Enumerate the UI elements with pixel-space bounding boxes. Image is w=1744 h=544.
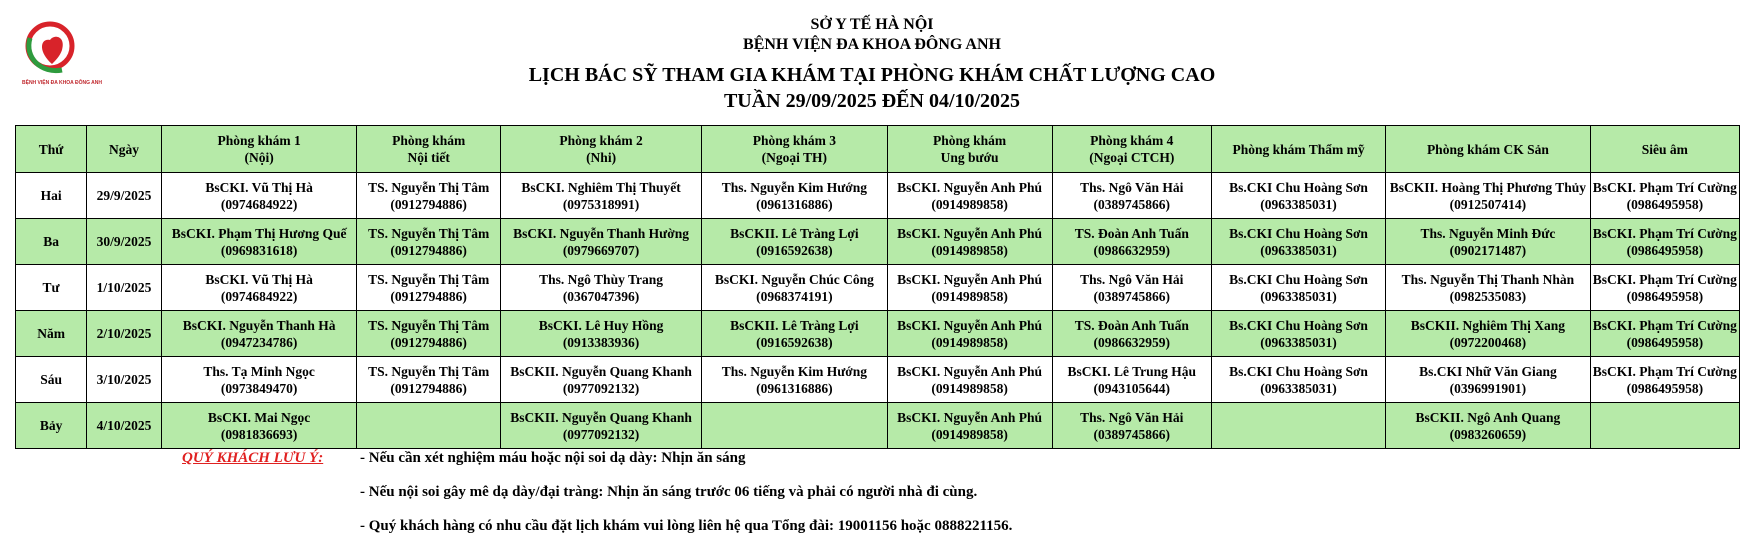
doctor-name: Ths. Ngô Văn Hải <box>1080 271 1184 287</box>
doctor-phone: (0986632959) <box>1093 242 1171 258</box>
column-header-line1: Phòng khám 1 <box>217 133 301 148</box>
doctor-phone: (0912507414) <box>1449 196 1527 212</box>
doctor-cell <box>161 403 357 449</box>
doctor-name: Ths. Nguyễn Kim Hướng <box>721 179 868 195</box>
column-header-line2: (Nội) <box>244 150 274 165</box>
doctor-name: Ths. Nguyễn Minh Đức <box>1420 225 1556 241</box>
column-header-line2: Ung bướu <box>940 150 999 165</box>
doctor-name: BsCKI. Nguyễn Anh Phú <box>897 317 1042 333</box>
doctor-cell <box>161 219 357 265</box>
doctor-cell <box>887 219 1052 265</box>
doctor-name: BsCKI. Nguyễn Thanh Hà <box>182 317 336 333</box>
column-header-line1: Phòng khám Thẩm mỹ <box>1232 141 1365 157</box>
doctor-cell <box>1590 403 1739 449</box>
doctor-cell <box>1590 311 1739 357</box>
doctor-phone: (0986495958) <box>1626 334 1704 350</box>
doctor-phone: (0986632959) <box>1093 334 1171 350</box>
doctor-name: BsCKI. Phạm Thị Hương Quế <box>171 225 347 241</box>
table-row <box>16 311 1740 357</box>
doctor-cell <box>500 173 701 219</box>
doctor-name: BsCKI. Vũ Thị Hà <box>205 271 313 287</box>
doctor-cell <box>500 403 701 449</box>
doctor-phone: (0969831618) <box>220 242 298 258</box>
doctor-phone: (0912794886) <box>390 334 467 350</box>
doctor-cell <box>161 357 357 403</box>
schedule-table <box>15 125 1740 449</box>
doctor-cell <box>702 173 887 219</box>
doctor-name: Bs.CKI Chu Hoàng Sơn <box>1229 317 1368 333</box>
column-header <box>16 126 87 173</box>
column-header-line1: Phòng khám <box>392 133 466 148</box>
doctor-phone: (0914989858) <box>931 380 1008 396</box>
doctor-phone: (0963385031) <box>1260 380 1337 396</box>
doctor-cell <box>500 265 701 311</box>
doctor-name: Ths. Ngô Văn Hải <box>1080 409 1184 425</box>
doctor-name: Ths. Tạ Minh Ngọc <box>203 363 315 379</box>
doctor-name: Bs.CKI Nhữ Văn Giang <box>1419 363 1557 379</box>
doctor-phone: (0914989858) <box>931 242 1008 258</box>
doctor-name: BsCKII. Lê Tràng Lợi <box>730 317 859 333</box>
doctor-name: BsCKI. Phạm Trí Cường <box>1592 271 1737 287</box>
table-row <box>16 357 1740 403</box>
column-header-line2: (Ngoại CTCH) <box>1089 150 1175 165</box>
note-item: - Quý khách hàng có nhu cầu đặt lịch khám vui lòng liên hệ qua Tổng đài: 19001156 hoặc 0888221156. <box>360 518 1013 534</box>
doctor-cell <box>702 265 887 311</box>
doctor-phone: (0914989858) <box>931 334 1008 350</box>
doctor-cell <box>702 311 887 357</box>
doctor-cell <box>357 311 501 357</box>
doctor-name: BsCKI. Phạm Trí Cường <box>1592 225 1737 241</box>
doctor-phone: (0981836693) <box>220 426 298 442</box>
doctor-name: BsCKI. Vũ Thị Hà <box>205 179 313 195</box>
doctor-name: Bs.CKI Chu Hoàng Sơn <box>1229 179 1368 195</box>
doctor-name: Ths. Ngô Thùy Trang <box>539 271 663 287</box>
doctor-name: TS. Nguyễn Thị Tâm <box>368 179 490 195</box>
doctor-cell <box>500 219 701 265</box>
doctor-phone: (0974684922) <box>220 196 298 212</box>
day-cell: Bảy <box>16 403 87 449</box>
doctor-phone: (0975318991) <box>562 196 640 212</box>
doctor-cell <box>1212 357 1386 403</box>
doctor-cell <box>1052 219 1211 265</box>
doctor-name: TS. Nguyễn Thị Tâm <box>368 271 490 287</box>
doctor-name: BsCKI. Nguyễn Anh Phú <box>897 225 1042 241</box>
doctor-phone: (0943105644) <box>1093 380 1171 396</box>
doctor-name: BsCKI. Nguyễn Anh Phú <box>897 363 1042 379</box>
doctor-phone: (0912794886) <box>390 242 467 258</box>
doctor-phone: (0914989858) <box>931 196 1008 212</box>
doctor-cell <box>1212 403 1386 449</box>
doctor-cell <box>702 403 887 449</box>
doctor-cell <box>357 173 501 219</box>
table-body <box>16 173 1740 449</box>
doctor-cell <box>1386 357 1591 403</box>
day-cell: Ba <box>16 219 87 265</box>
doctor-name: BsCKI. Phạm Trí Cường <box>1592 317 1737 333</box>
column-header-line1: Phòng khám 3 <box>752 133 836 148</box>
doctor-cell <box>887 311 1052 357</box>
doctor-name: BsCKI. Lê Trung Hậu <box>1067 363 1197 379</box>
doctor-cell <box>1052 403 1211 449</box>
date-cell: 3/10/2025 <box>87 357 162 403</box>
column-header <box>87 126 162 173</box>
doctor-phone: (0961316886) <box>756 380 833 396</box>
doctor-name: Ths. Nguyễn Thị Thanh Nhàn <box>1401 271 1575 287</box>
doctor-name: BsCKI. Nghiêm Thị Thuyết <box>521 179 681 195</box>
doctor-name: BsCKII. Ngô Anh Quang <box>1415 409 1561 425</box>
doctor-cell <box>887 403 1052 449</box>
column-header <box>1212 126 1386 173</box>
doctor-name: BsCKI. Nguyễn Anh Phú <box>897 271 1042 287</box>
doctor-cell <box>1052 265 1211 311</box>
doctor-cell <box>1590 357 1739 403</box>
doctor-phone: (0979669707) <box>562 242 640 258</box>
doctor-name: TS. Nguyễn Thị Tâm <box>368 363 490 379</box>
column-header <box>357 126 501 173</box>
column-header-line2: (Ngoại TH) <box>761 150 828 165</box>
doctor-name: Bs.CKI Chu Hoàng Sơn <box>1229 225 1368 241</box>
doctor-cell <box>1590 173 1739 219</box>
doctor-phone: (0912794886) <box>390 288 467 304</box>
doctor-cell <box>1052 311 1211 357</box>
doctor-cell <box>161 173 357 219</box>
column-header <box>702 126 887 173</box>
doctor-name: BsCKI. Nguyễn Thanh Hường <box>513 225 689 241</box>
doctor-phone: (0977092132) <box>562 380 640 396</box>
doctor-phone: (0986495958) <box>1626 380 1704 396</box>
doctor-phone: (0963385031) <box>1260 288 1337 304</box>
doctor-phone: (0963385031) <box>1260 196 1337 212</box>
doctor-phone: (0972200468) <box>1449 334 1527 350</box>
doctor-cell <box>1212 311 1386 357</box>
doctor-cell <box>1052 173 1211 219</box>
doctor-name: BsCKII. Nghiêm Thị Xang <box>1410 317 1566 333</box>
column-header <box>1590 126 1739 173</box>
date-cell: 4/10/2025 <box>87 403 162 449</box>
doctor-name: TS. Đoàn Anh Tuấn <box>1074 317 1189 333</box>
doctor-name: Ths. Ngô Văn Hải <box>1080 179 1184 195</box>
day-cell: Hai <box>16 173 87 219</box>
doctor-phone: (0986495958) <box>1626 242 1704 258</box>
doctor-cell <box>1386 265 1591 311</box>
doctor-phone: (0912794886) <box>390 196 467 212</box>
doctor-cell <box>1386 173 1591 219</box>
column-header-line2: Nội tiết <box>407 150 450 165</box>
doctor-cell <box>887 265 1052 311</box>
doctor-phone: (0968374191) <box>756 288 833 304</box>
doctor-name: BsCKII. Hoàng Thị Phương Thủy <box>1389 179 1587 195</box>
doctor-name: BsCKI. Nguyễn Chúc Công <box>714 271 874 287</box>
column-header-line1: Phòng khám <box>933 133 1007 148</box>
doctor-cell <box>1386 311 1591 357</box>
doctor-name: BsCKI. Nguyễn Anh Phú <box>897 409 1042 425</box>
doctor-phone: (0902171487) <box>1449 242 1527 258</box>
doctor-phone: (0913383936) <box>562 334 640 350</box>
doctor-cell <box>702 219 887 265</box>
doctor-phone: (0389745866) <box>1093 288 1171 304</box>
day-cell: Tư <box>16 265 87 311</box>
column-header-line2: (Nhi) <box>586 150 617 165</box>
doctor-cell <box>1212 265 1386 311</box>
column-header-line1: Phòng khám 2 <box>559 133 643 148</box>
column-header-line1: Phòng khám 4 <box>1090 133 1174 148</box>
doctor-name: BsCKII. Nguyễn Quang Khanh <box>510 409 692 425</box>
doctor-phone: (0977092132) <box>562 426 640 442</box>
doctor-phone: (0912794886) <box>390 380 467 396</box>
doctor-phone: (0396991901) <box>1449 380 1527 396</box>
doctor-cell <box>1386 403 1591 449</box>
date-cell: 1/10/2025 <box>87 265 162 311</box>
doctor-cell <box>500 311 701 357</box>
table-header-row <box>16 126 1740 173</box>
doctor-name: BsCKII. Nguyễn Quang Khanh <box>510 363 692 379</box>
column-header-line1: Thứ <box>38 141 64 157</box>
day-cell: Sáu <box>16 357 87 403</box>
doctor-phone: (0947234786) <box>220 334 298 350</box>
column-header-line1: Siêu âm <box>1641 141 1688 157</box>
doctor-cell <box>357 265 501 311</box>
doctor-phone: (0974684922) <box>220 288 298 304</box>
doctor-phone: (0973849470) <box>220 380 298 396</box>
doctor-phone: (0961316886) <box>756 196 833 212</box>
doctor-phone: (0914989858) <box>931 426 1008 442</box>
column-header-line1: Phòng khám CK Sản <box>1426 141 1549 157</box>
doctor-phone: (0389745866) <box>1093 426 1171 442</box>
doctor-phone: (0963385031) <box>1260 334 1337 350</box>
doctor-cell <box>1386 219 1591 265</box>
doctor-cell <box>161 311 357 357</box>
week-range: TUẦN 29/09/2025 ĐẾN 04/10/2025 <box>723 90 1021 112</box>
doctor-cell <box>500 357 701 403</box>
doctor-cell <box>887 173 1052 219</box>
table-row <box>16 219 1740 265</box>
doctor-name: BsCKI. Phạm Trí Cường <box>1592 179 1737 195</box>
doctor-cell <box>1212 219 1386 265</box>
doctor-cell <box>357 403 501 449</box>
column-header-line1: Ngày <box>109 141 140 157</box>
doctor-cell <box>1052 357 1211 403</box>
table-row <box>16 173 1740 219</box>
logo-text: BỆNH VIỆN ĐA KHOA ĐÔNG ANH <box>22 80 103 86</box>
doctor-name: Bs.CKI Chu Hoàng Sơn <box>1229 363 1368 379</box>
notes-label: QUÝ KHÁCH LƯU Ý: <box>182 450 324 466</box>
doctor-name: BsCKII. Lê Tràng Lợi <box>730 225 859 241</box>
column-header <box>161 126 357 173</box>
doctor-cell <box>702 357 887 403</box>
doctor-cell <box>161 265 357 311</box>
doctor-phone: (0914989858) <box>931 288 1008 304</box>
column-header <box>1052 126 1211 173</box>
page-title: LỊCH BÁC SỸ THAM GIA KHÁM TẠI PHÒNG KHÁM CHẤT LƯỢNG CAO <box>528 64 1216 86</box>
doctor-cell <box>357 357 501 403</box>
column-header <box>500 126 701 173</box>
date-cell: 30/9/2025 <box>87 219 162 265</box>
date-cell: 29/9/2025 <box>87 173 162 219</box>
doctor-phone: (0983260659) <box>1449 426 1527 442</box>
date-cell: 2/10/2025 <box>87 311 162 357</box>
doctor-name: Bs.CKI Chu Hoàng Sơn <box>1229 271 1368 287</box>
doctor-name: BsCKI. Lê Huy Hồng <box>538 317 664 333</box>
doctor-cell <box>1590 219 1739 265</box>
doctor-name: BsCKI. Mai Ngọc <box>207 409 311 425</box>
doctor-name: BsCKI. Phạm Trí Cường <box>1592 363 1737 379</box>
doctor-name: TS. Đoàn Anh Tuấn <box>1074 225 1189 241</box>
note-item: - Nếu cần xét nghiệm máu hoặc nội soi dạ dày: Nhịn ăn sáng <box>360 450 746 466</box>
day-cell: Năm <box>16 311 87 357</box>
doctor-phone: (0916592638) <box>756 242 833 258</box>
note-item: - Nếu nội soi gây mê dạ dày/đại tràng: Nhịn ăn sáng trước 06 tiếng và phải có người nhà đi cùng. <box>360 484 978 500</box>
doctor-phone: (0963385031) <box>1260 242 1337 258</box>
header-hospital: BỆNH VIỆN ĐA KHOA ĐÔNG ANH <box>743 36 1001 53</box>
table-row <box>16 265 1740 311</box>
table-row <box>16 403 1740 449</box>
doctor-name: Ths. Nguyễn Kim Hướng <box>721 363 868 379</box>
column-header <box>1386 126 1591 173</box>
doctor-phone: (0986495958) <box>1626 288 1704 304</box>
doctor-phone: (0389745866) <box>1093 196 1171 212</box>
doctor-phone: (0367047396) <box>562 288 640 304</box>
doctor-name: TS. Nguyễn Thị Tâm <box>368 225 490 241</box>
doctor-cell <box>357 219 501 265</box>
doctor-cell <box>1590 265 1739 311</box>
doctor-phone: (0986495958) <box>1626 196 1704 212</box>
doctor-name: BsCKI. Nguyễn Anh Phú <box>897 179 1042 195</box>
doctor-phone: (0916592638) <box>756 334 833 350</box>
doctor-phone: (0982535083) <box>1449 288 1527 304</box>
header-ministry: SỞ Y TẾ HÀ NỘI <box>810 16 934 33</box>
doctor-name: TS. Nguyễn Thị Tâm <box>368 317 490 333</box>
doctor-cell <box>887 357 1052 403</box>
column-header <box>887 126 1052 173</box>
doctor-cell <box>1212 173 1386 219</box>
